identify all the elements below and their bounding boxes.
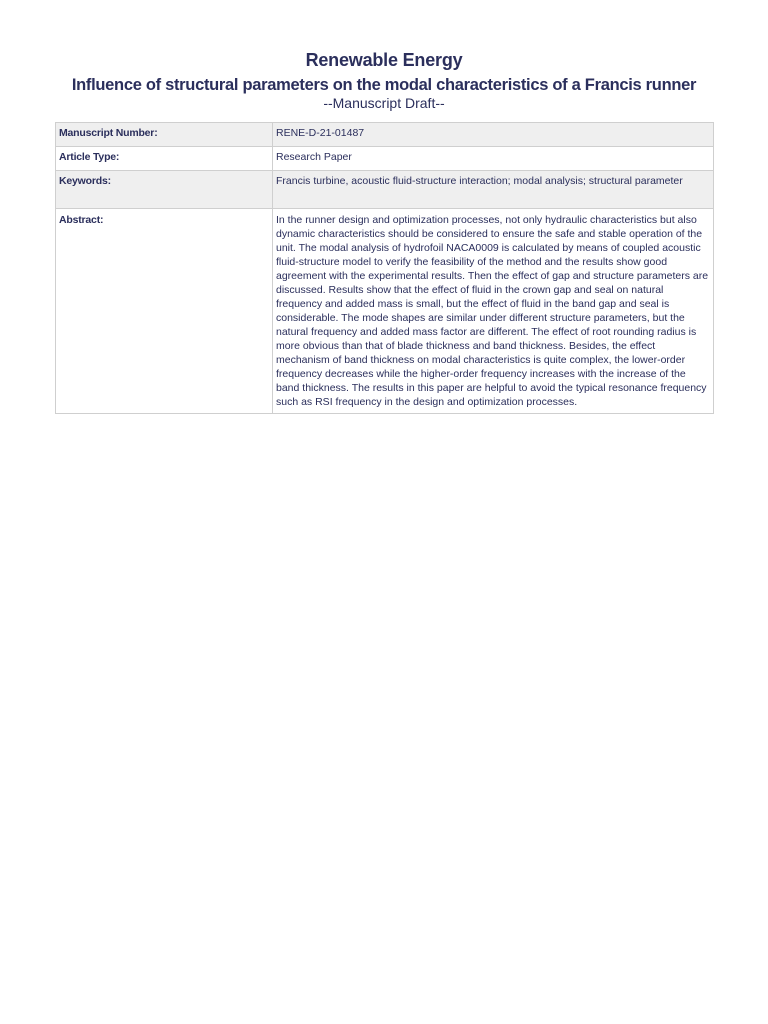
draft-label: --Manuscript Draft--	[323, 95, 445, 111]
row-value: RENE-D-21-01487	[273, 123, 714, 147]
row-label: Keywords:	[56, 171, 273, 209]
row-label: Manuscript Number:	[56, 123, 273, 147]
table-row-keywords	[56, 171, 714, 209]
manuscript-info-table	[55, 122, 714, 414]
table-row-abstract	[56, 209, 714, 414]
manuscript-title: Influence of structural parameters on the modal characteristics of a Francis runner	[71, 76, 697, 94]
table-row-article-type	[56, 147, 714, 171]
table-row-manuscript-number	[56, 123, 714, 147]
row-value: Francis turbine, acoustic fluid-structure interaction; modal analysis; structural parameter	[273, 171, 714, 209]
row-label: Article Type:	[56, 147, 273, 171]
document-header	[0, 48, 768, 111]
abstract-text: In the runner design and optimization processes, not only hydraulic characteristics but also dynamic characteristics should be considered to ensure the safe and stable operation of the unit. The modal analysis of hydrofoil NACA0009 is calculated by means of coupled acoustic fluid-structure model to verify the feasibility of the method and the results show good agreement with the experimental results. Then the effect of gap and structure parameters are discussed. Results show that the effect of fluid in the crown gap and seal on natural frequency and added mass is small, but the effect of fluid in the band gap and seal is considerable. The mode shapes are similar under different structure parameters, but the natural frequency and added mass factor are different. The effect of root rounding radius is more obvious than that of blade thickness and band thickness. Besides, the effect mechanism of band thickness on modal characteristics is quite complex, the lower-order frequency decreases while the higher-order frequency increases with the increase of the band thickness. The results in this paper are helpful to avoid the typical resonance frequency such as RSI frequency in the design and optimization processes.	[273, 209, 714, 414]
row-label: Abstract:	[56, 209, 273, 414]
row-value: Research Paper	[273, 147, 714, 171]
journal-name: Renewable Energy	[305, 50, 463, 70]
